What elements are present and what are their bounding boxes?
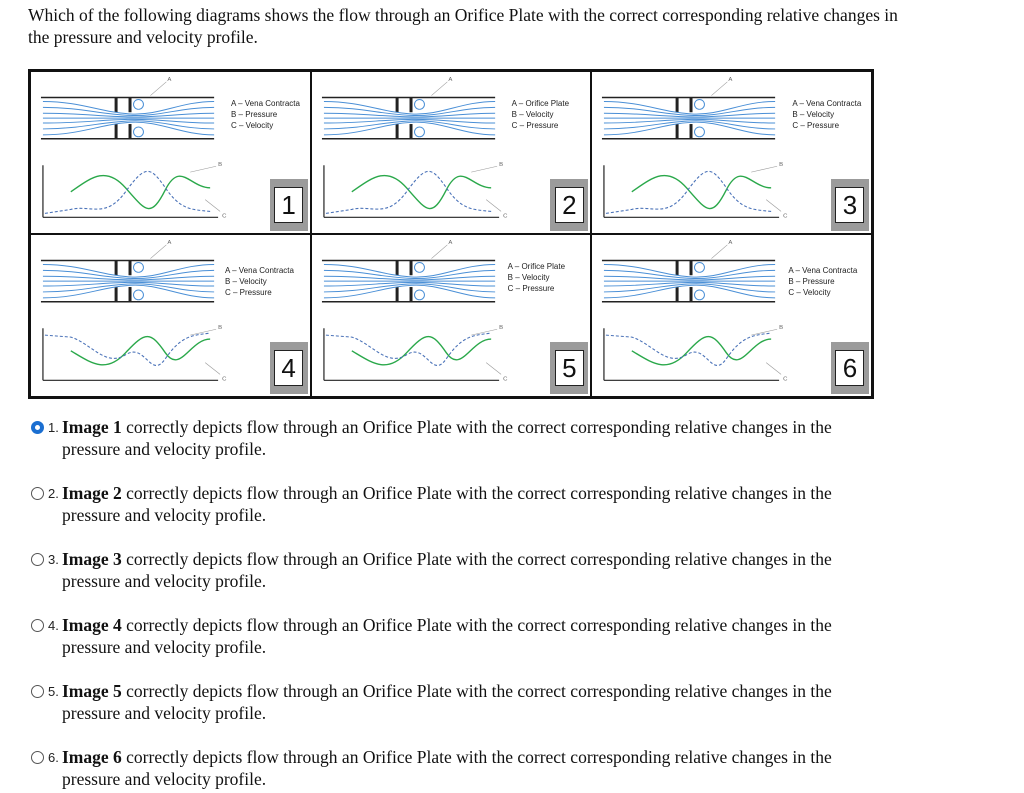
option-image-ref: Image 6: [62, 747, 122, 767]
legend-line: A – Orifice Plate: [511, 99, 570, 108]
marker-c-label: C: [502, 213, 508, 220]
answer-option-6[interactable]: [28, 746, 908, 792]
orifice-flow-diagram: [31, 72, 310, 233]
diagram-legend: [788, 265, 857, 298]
radio-selected-icon[interactable]: [31, 421, 44, 434]
image-number: 1: [274, 187, 303, 223]
option-description: correctly depicts flow through an Orifice Plate with the correct corresponding relative changes in the pressure and velocity profile.: [62, 483, 832, 525]
marker-a-label: A: [448, 76, 452, 83]
option-number: 6.: [48, 750, 59, 765]
answer-option-5[interactable]: [28, 680, 908, 726]
option-description: correctly depicts flow through an Orifice Plate with the correct corresponding relative changes in the pressure and velocity profile.: [62, 417, 832, 459]
orifice-flow-diagram: [312, 235, 591, 396]
option-image-ref: Image 1: [62, 417, 122, 437]
marker-b-label: B: [218, 325, 223, 332]
diagram-grid: [28, 69, 874, 399]
marker-b-label: B: [218, 162, 223, 169]
option-number: 5.: [48, 684, 59, 699]
option-text: [62, 680, 892, 724]
legend-line: C – Pressure: [511, 121, 559, 130]
image-number: 6: [835, 350, 864, 386]
image-number: 4: [274, 350, 303, 386]
image-number-badge: [550, 342, 588, 394]
option-text: [62, 482, 892, 526]
image-number: 3: [835, 187, 864, 223]
option-image-ref: Image 3: [62, 549, 122, 569]
marker-c-label: C: [222, 213, 227, 220]
legend-line: B – Velocity: [511, 110, 554, 119]
option-image-ref: Image 4: [62, 615, 122, 635]
image-number-badge: [270, 179, 308, 231]
radio-unselected-icon[interactable]: [31, 619, 44, 632]
option-number: 2.: [48, 486, 59, 501]
option-description: correctly depicts flow through an Orifice Plate with the correct corresponding relative changes in the pressure and velocity profile.: [62, 615, 832, 657]
marker-b-label: B: [498, 162, 503, 169]
marker-c-label: C: [783, 376, 788, 383]
diagram-image-3: [591, 71, 872, 234]
legend-line: A – Vena Contracta: [792, 99, 862, 108]
legend-line: C – Pressure: [507, 284, 555, 293]
option-number: 3.: [48, 552, 59, 567]
legend-line: A – Orifice Plate: [507, 262, 566, 271]
marker-b-label: B: [498, 325, 503, 332]
option-text: [62, 746, 892, 790]
option-text: [62, 548, 892, 592]
orifice-flow-diagram: [592, 72, 871, 233]
image-number-badge: [831, 179, 869, 231]
image-number-badge: [550, 179, 588, 231]
legend-line: C – Pressure: [225, 288, 272, 297]
legend-line: A – Vena Contracta: [225, 266, 294, 275]
diagram-image-4: [30, 234, 311, 397]
question-text: Which of the following diagrams shows the flow through an Orifice Plate with the correct corresponding relative changes in the pressure and velocity profile.: [28, 5, 898, 47]
option-number: 4.: [48, 618, 59, 633]
marker-a-label: A: [167, 239, 172, 246]
option-description: correctly depicts flow through an Orifice Plate with the correct corresponding relative changes in the pressure and velocity profile.: [62, 681, 832, 723]
radio-unselected-icon[interactable]: [31, 487, 44, 500]
legend-line: C – Pressure: [792, 121, 840, 130]
diagram-image-6: [591, 234, 872, 397]
diagram-image-5: [311, 234, 592, 397]
orifice-flow-diagram: [31, 235, 310, 396]
legend-line: B – Velocity: [225, 277, 267, 286]
orifice-flow-diagram: [592, 235, 871, 396]
marker-c-label: C: [502, 376, 508, 383]
marker-b-label: B: [779, 162, 784, 169]
legend-line: B – Pressure: [788, 277, 835, 286]
radio-unselected-icon[interactable]: [31, 685, 44, 698]
option-description: correctly depicts flow through an Orifice Plate with the correct corresponding relative changes in the pressure and velocity profile.: [62, 747, 832, 789]
image-number-badge: [831, 342, 869, 394]
diagram-legend: [792, 98, 861, 131]
option-text: [62, 416, 892, 460]
option-number: 1.: [48, 420, 59, 435]
marker-a-label: A: [728, 76, 733, 83]
radio-unselected-icon[interactable]: [31, 751, 44, 764]
option-text: [62, 614, 892, 658]
diagram-legend: [225, 265, 294, 298]
diagram-image-2: [311, 71, 592, 234]
option-image-ref: Image 5: [62, 681, 122, 701]
marker-a-label: A: [167, 76, 172, 83]
option-image-ref: Image 2: [62, 483, 122, 503]
answer-option-4[interactable]: [28, 614, 908, 660]
image-number-badge: [270, 342, 308, 394]
marker-a-label: A: [448, 239, 452, 246]
image-number: 5: [555, 350, 584, 386]
marker-c-label: C: [222, 376, 227, 383]
option-description: correctly depicts flow through an Orifice Plate with the correct corresponding relative changes in the pressure and velocity profile.: [62, 549, 832, 591]
diagram-legend: [231, 98, 300, 131]
diagram-image-1: [30, 71, 311, 234]
answer-option-3[interactable]: [28, 548, 908, 594]
legend-line: A – Vena Contracta: [788, 266, 858, 275]
diagram-legend: [512, 98, 569, 131]
legend-line: A – Vena Contracta: [231, 99, 300, 108]
legend-line: C – Velocity: [231, 121, 274, 130]
image-number: 2: [555, 187, 584, 223]
answer-option-1[interactable]: [28, 416, 908, 462]
diagram-legend: [508, 261, 565, 294]
orifice-flow-diagram: [312, 72, 591, 233]
legend-line: C – Velocity: [788, 288, 831, 297]
marker-b-label: B: [779, 325, 784, 332]
radio-unselected-icon[interactable]: [31, 553, 44, 566]
marker-a-label: A: [728, 239, 733, 246]
legend-line: B – Velocity: [792, 110, 835, 119]
legend-line: B – Velocity: [507, 273, 550, 282]
legend-line: B – Pressure: [231, 110, 278, 119]
marker-c-label: C: [783, 213, 788, 220]
answer-option-2[interactable]: [28, 482, 908, 528]
